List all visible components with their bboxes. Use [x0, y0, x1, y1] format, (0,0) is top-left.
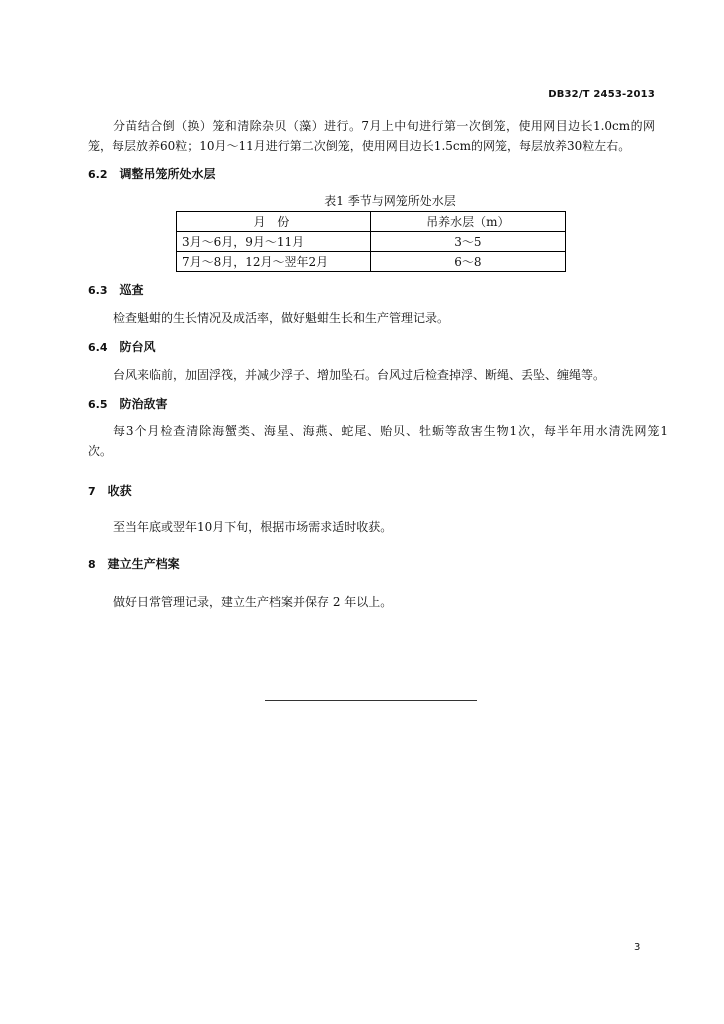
table-caption: 表1 季节与网笼所处水层 [324, 194, 456, 208]
section-6-5-heading [88, 397, 168, 412]
section-title: 建立生产档案 [107, 557, 180, 571]
section-7-body: 至当年底或翌年10月下旬，根据市场需求适时收获。 [113, 520, 393, 534]
section-6-5-body-line-2: 次。 [88, 444, 113, 458]
table-cell-months: 7月～8月，12月～翌年2月 [177, 252, 371, 272]
section-title: 巡查 [119, 283, 144, 297]
section-6-4-body: 台风来临前，加固浮筏，并减少浮子、增加坠石。台风过后检查掉浮、断绳、丢坠、缠绳等。 [113, 368, 606, 382]
table-row [177, 232, 566, 252]
section-number: 7 [88, 485, 96, 498]
section-6-4-heading [88, 340, 156, 355]
section-7-heading [88, 484, 132, 499]
table-header-row [177, 212, 566, 232]
section-title: 调整吊笼所处水层 [119, 167, 216, 181]
section-6-3-heading [88, 283, 144, 298]
section-number: 6.2 [88, 168, 108, 181]
section-number: 6.3 [88, 284, 108, 297]
section-6-2-heading [88, 167, 216, 182]
intro-line-1: 分苗结合倒（换）笼和清除杂贝（藻）进行。7月上中旬进行第一次倒笼，使用网目边长1.0cm的网 [113, 119, 655, 133]
section-number: 6.4 [88, 341, 108, 354]
section-title: 防台风 [119, 340, 156, 354]
section-title: 防治敌害 [119, 397, 168, 411]
table-cell-months: 3月～6月，9月～11月 [177, 232, 371, 252]
table-cell-depth: 3～5 [370, 232, 565, 252]
section-6-3-body: 检查魁蚶的生长情况及成活率，做好魁蚶生长和生产管理记录。 [113, 311, 450, 325]
page-number: 3 [634, 942, 641, 953]
section-title: 收获 [107, 484, 132, 498]
section-8-body: 做好日常管理记录，建立生产档案并保存 2 年以上。 [113, 595, 393, 609]
section-6-5-body-line-1: 每3个月检查清除海蟹类、海星、海燕、蛇尾、贻贝、牡蛎等敌害生物1次，每半年用水清洗网笼1 [113, 424, 668, 438]
water-layer-table [176, 211, 566, 272]
section-number: 6.5 [88, 398, 108, 411]
section-8-heading [88, 557, 180, 572]
table-header-month: 月 份 [177, 212, 371, 232]
end-of-document-rule [265, 700, 477, 701]
section-number: 8 [88, 558, 96, 571]
table-cell-depth: 6～8 [370, 252, 565, 272]
table-row [177, 252, 566, 272]
table-header-water-layer: 吊养水层（m） [370, 212, 565, 232]
standard-code-header: DB32/T 2453-2013 [548, 89, 655, 100]
intro-line-2: 笼，每层放养60粒；10月～11月进行第二次倒笼，使用网目边长1.5cm的网笼，每层放养30粒左右。 [88, 139, 631, 153]
